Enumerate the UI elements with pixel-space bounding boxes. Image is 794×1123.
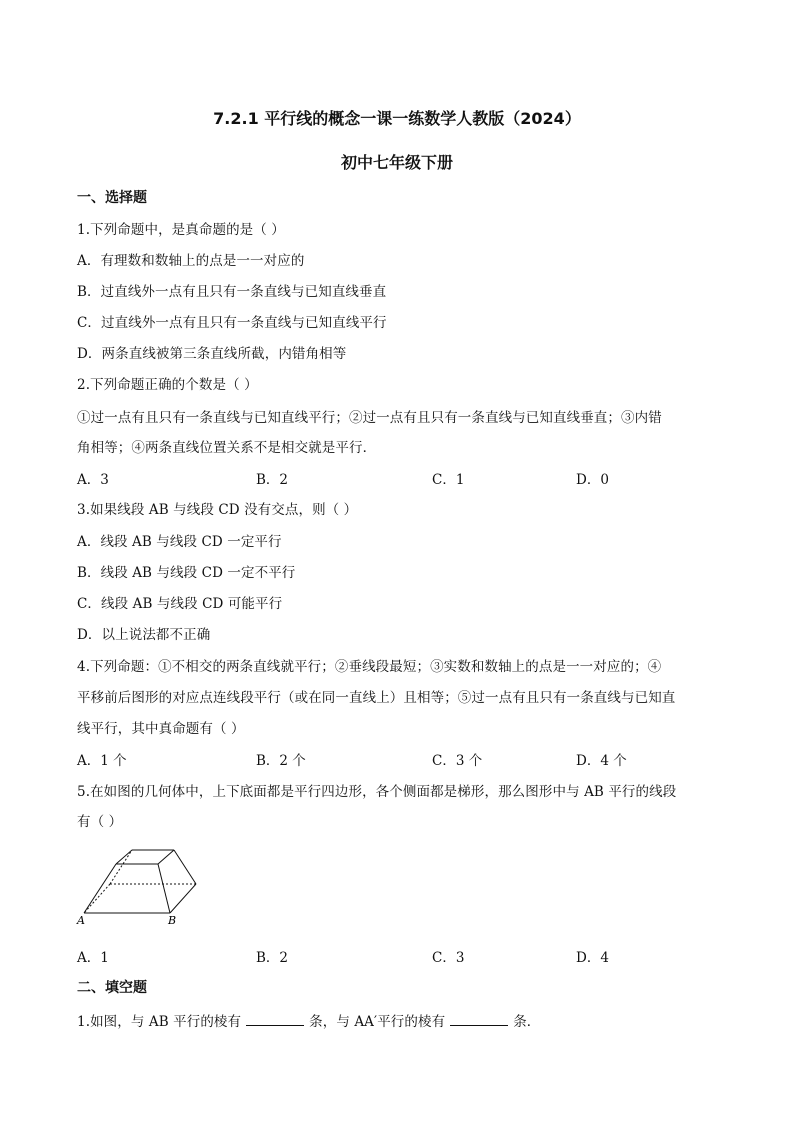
fill-q1-text-part3: 条． [513,1014,541,1030]
q4-stem-line2: 平移前后图形的对应点连线段平行（或在同一直线上）且相等；⑤过一点有且只有一条直线与已知直 [77,690,676,706]
q5-option-d: D．4 [576,950,609,966]
q5-option-b: B．2 [256,950,289,966]
q3-option-a: A．线段 AB 与线段 CD 一定平行 [77,534,282,550]
fill-q1-text-part1: 1.如图，与 AB 平行的棱有 [77,1014,242,1030]
doc-title: 7.2.1 平行线的概念一课一练数学人教版（2024） [213,109,581,128]
edge-lateral-c [174,850,196,884]
q2-option-a: A．3 [77,472,109,488]
fill-q1-text-part2: 条，与 AA′平行的棱有 [309,1014,446,1030]
fill-question-1 [77,1010,540,1030]
edge-top-right [158,850,174,864]
q5-option-c: C．3 [432,950,465,966]
q3-stem: 3.如果线段 AB 与线段 CD 没有交点，则（ ） [77,502,358,518]
q5-stem-line2: 有（ ） [77,814,123,830]
edge-bottom-right [170,884,196,913]
q4-option-b: B．2 个 [256,753,306,769]
vertex-label-a: A [77,914,85,927]
q4-option-c: C．3 个 [432,753,483,769]
edge-lateral-a [84,864,116,913]
edge-lateral-d [110,850,132,884]
q2-stem: 2.下列命题正确的个数是（ ） [77,377,258,393]
q1-option-a: A．有理数和数轴上的点是一一对应的 [77,253,305,269]
q4-option-a: A．1 个 [77,753,127,769]
q3-option-b: B．线段 AB 与线段 CD 一定不平行 [77,565,296,581]
q3-option-c: C．线段 AB 与线段 CD 可能平行 [77,596,283,612]
q3-option-d: D．以上说法都不正确 [77,627,211,643]
q2-option-d: D．0 [576,472,609,488]
q4-stem-line1: 4.下列命题：①不相交的两条直线就平行；②垂线段最短；③实数和数轴上的点是一一对应的；④ [77,659,662,675]
section-heading-choice: 一、选择题 [77,190,147,206]
q1-option-b: B．过直线外一点有且只有一条直线与已知直线垂直 [77,284,387,300]
q5-stem-line1: 5.在如图的几何体中，上下底面都是平行四边形，各个侧面都是梯形，那么图形中与 AB 平行的线段 [77,784,677,800]
q4-stem-line3: 线平行，其中真命题有（ ） [77,721,245,737]
doc-subtitle: 初中七年级下册 [340,153,453,172]
answer-blank-1[interactable] [246,1013,304,1026]
section-heading-fill: 二、填空题 [77,980,147,996]
q4-option-d: D．4 个 [576,753,627,769]
q5-option-a: A．1 [77,950,109,966]
edge-top-left [116,850,132,864]
vertex-label-b: B [168,914,177,927]
frustum-figure [74,842,204,928]
q1-option-c: C．过直线外一点有且只有一条直线与已知直线平行 [77,315,387,331]
q1-stem: 1.下列命题中，是真命题的是（ ） [77,222,285,238]
q1-option-d: D．两条直线被第三条直线所截，内错角相等 [77,346,347,362]
q2-body-line2: 角相等；④两条直线位置关系不是相交就是平行． [77,440,377,456]
q2-option-b: B．2 [256,472,289,488]
answer-blank-2[interactable] [450,1013,508,1026]
edge-lateral-b [158,864,170,913]
edge-bottom-left [84,884,110,913]
q2-option-c: C．1 [432,472,465,488]
q2-body-line1: ①过一点有且只有一条直线与已知直线平行；②过一点有且只有一条直线与已知直线垂直；③内错 [77,410,662,426]
